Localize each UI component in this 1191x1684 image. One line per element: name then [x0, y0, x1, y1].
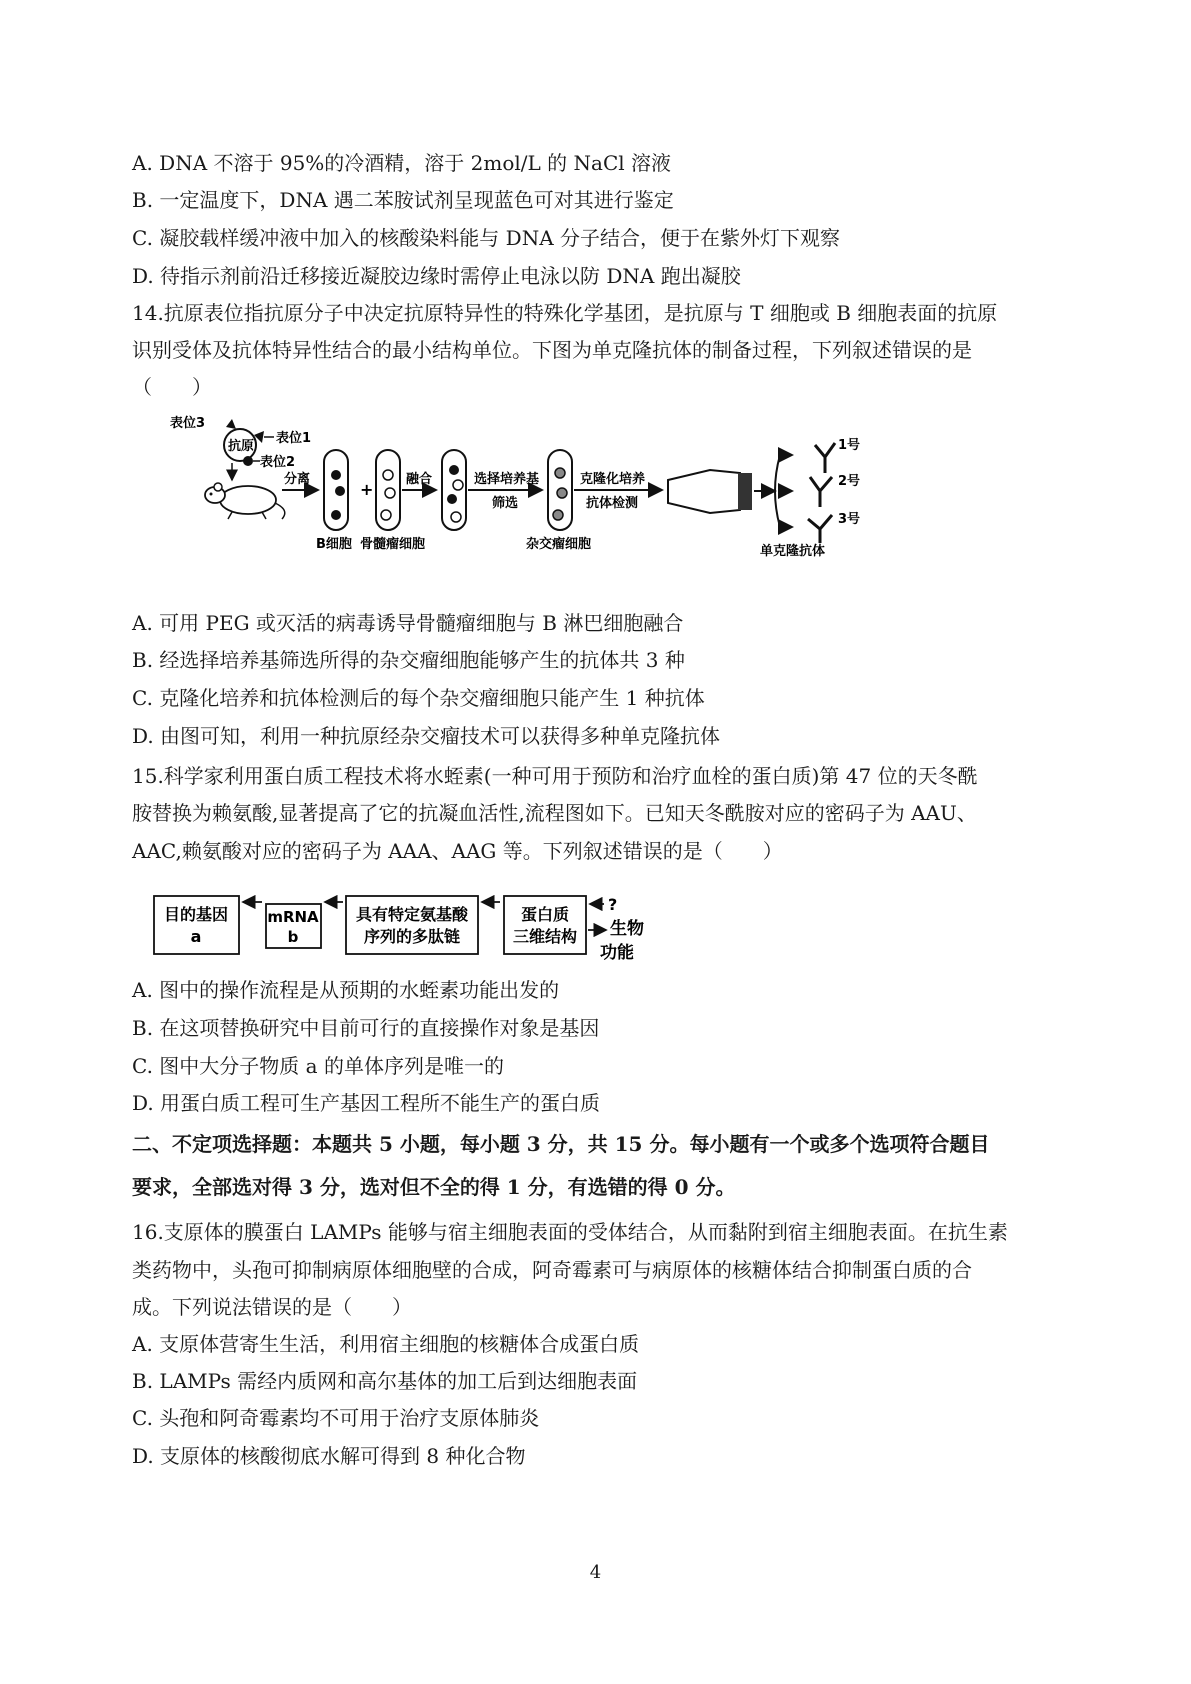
antibody-1-label: 1号	[838, 438, 861, 453]
q16-option-b: B. LAMPs 需经内质网和高尔基体的加工后到达细胞表面	[132, 1369, 638, 1393]
box-3d-structure-l2: 三维结构	[512, 927, 578, 946]
box-polypeptide-l2: 序列的多肽链	[363, 927, 461, 946]
epitope2-mark	[243, 456, 253, 466]
q13-option-b: B. 一定温度下，DNA 遇二苯胺试剂呈现蓝色可对其进行鉴定	[132, 188, 674, 212]
protein-engineering-flow	[150, 890, 680, 968]
q15-option-b: B. 在这项替换研究中目前可行的直接操作对象是基因	[132, 1016, 600, 1040]
antibody-2-label: 2号	[838, 474, 861, 489]
box-mrna-l2: b	[287, 928, 299, 946]
box-target-gene-l1: 目的基因	[163, 905, 229, 924]
antibody-3-label: 3号	[838, 512, 861, 527]
flow-function-l1: 生物	[610, 919, 644, 939]
q13-option-d: D. 待指示剂前沿迁移接近凝胶边缘时需停止电泳以防 DNA 跑出凝胶	[132, 264, 741, 288]
step-select-label-2: 筛选	[492, 496, 519, 511]
plus-sign: +	[360, 480, 374, 499]
epitope3-label: 表位3	[170, 416, 206, 431]
q13-option-c: C. 凝胶载样缓冲液中加入的核酸染料能与 DNA 分子结合，便于在紫外灯下观察	[132, 226, 840, 250]
label-hybridoma: 杂交瘤细胞	[526, 537, 592, 552]
flow-function-l2: 功能	[600, 943, 634, 963]
q16-stem-line-1: 16.支原体的膜蛋白 LAMPs 能够与宿主细胞表面的受体结合，从而黏附到宿主细胞表面。在抗生素	[132, 1220, 1008, 1244]
step-separate-label: 分离	[284, 472, 311, 487]
label-mab: 单克隆抗体	[760, 544, 826, 559]
section2-heading-line-1: 二、不定项选择题：本题共 5 小题，每小题 3 分，共 15 分。每小题有一个或多个选项符合题目	[132, 1132, 990, 1156]
mouse-icon	[205, 483, 285, 519]
q16-option-a: A. 支原体营寄生生活，利用宿主细胞的核糖体合成蛋白质	[132, 1332, 640, 1356]
step-select-label-1: 选择培养基	[474, 472, 540, 487]
epitope1-label: 表位1	[276, 431, 312, 446]
monoclonal-antibody-figure	[170, 415, 930, 600]
q16-stem-line-3: 成。下列说法错误的是（ ）	[132, 1295, 412, 1319]
label-b-cell: B细胞	[316, 537, 352, 552]
q14-stem-line-2: 识别受体及抗体特异性结合的最小结构单位。下图为单克隆抗体的制备过程，下列叙述错误的是	[132, 338, 972, 362]
q15-option-c: C. 图中大分子物质 a 的单体序列是唯一的	[132, 1054, 504, 1078]
q15-stem-line-2: 胺替换为赖氨酸,显著提高了它的抗凝血活性,流程图如下。已知天冬酰胺对应的密码子为 AAU、	[132, 801, 977, 825]
q14-option-d: D. 由图可知，利用一种抗原经杂交瘤技术可以获得多种单克隆抗体	[132, 724, 721, 748]
antibody-3-icon	[808, 515, 832, 543]
q13-option-a: A. DNA 不溶于 95%的冷酒精，溶于 2mol/L 的 NaCl 溶液	[132, 151, 672, 175]
box-polypeptide-l1: 具有特定氨基酸	[355, 905, 469, 924]
q15-stem-line-1: 15.科学家利用蛋白质工程技术将水蛭素(一种可用于预防和治疗血栓的蛋白质)第 47 位的天冬酰	[132, 764, 978, 788]
page-number: 4	[589, 1562, 602, 1583]
q14-stem-line-3: （ ）	[132, 375, 212, 399]
step-fuse-label: 融合	[406, 472, 433, 487]
flow-question-mark: ?	[608, 895, 618, 914]
step-clone-label-1: 克隆化培养	[580, 472, 646, 487]
q14-option-c: C. 克隆化培养和抗体检测后的每个杂交瘤细胞只能产生 1 种抗体	[132, 686, 705, 710]
epitope2-label: 表位2	[260, 455, 296, 470]
q15-option-a: A. 图中的操作流程是从预期的水蛭素功能出发的	[132, 978, 560, 1002]
antibody-2-icon	[810, 477, 832, 507]
q14-stem-line-1: 14.抗原表位指抗原分子中决定抗原特异性的特殊化学基团，是抗原与 T 细胞或 B 细胞表面的抗原	[132, 301, 998, 325]
antibody-1-icon	[815, 443, 835, 473]
q15-stem-line-3: AAC,赖氨酸对应的密码子为 AAA、AAG 等。下列叙述错误的是（ ）	[132, 839, 783, 863]
q14-option-b: B. 经选择培养基筛选所得的杂交瘤细胞能够产生的抗体共 3 种	[132, 648, 685, 672]
box-3d-structure-l1: 蛋白质	[520, 905, 570, 924]
epitope3-mark	[226, 419, 236, 429]
q16-option-c: C. 头孢和阿奇霉素均不可用于治疗支原体肺炎	[132, 1406, 540, 1430]
q15-option-d: D. 用蛋白质工程可生产基因工程所不能生产的蛋白质	[132, 1091, 601, 1115]
step-clone-label-2: 抗体检测	[586, 496, 639, 511]
label-myeloma: 骨髓瘤细胞	[360, 537, 426, 552]
antigen-label: 抗原	[228, 439, 255, 454]
box-mrna-l1: mRNA	[267, 908, 319, 926]
box-target-gene-l2: a	[190, 927, 202, 946]
q14-option-a: A. 可用 PEG 或灭活的病毒诱导骨髓瘤细胞与 B 淋巴细胞融合	[132, 611, 684, 635]
q16-stem-line-2: 类药物中，头孢可抑制病原体细胞壁的合成，阿奇霉素可与病原体的核糖体结合抑制蛋白质的合	[132, 1258, 972, 1282]
q16-option-d: D. 支原体的核酸彻底水解可得到 8 种化合物	[132, 1444, 526, 1468]
section2-heading-line-2: 要求，全部选对得 3 分，选对但不全的得 1 分，有选错的得 0 分。	[132, 1175, 736, 1199]
culture-flask-icon	[668, 470, 752, 513]
